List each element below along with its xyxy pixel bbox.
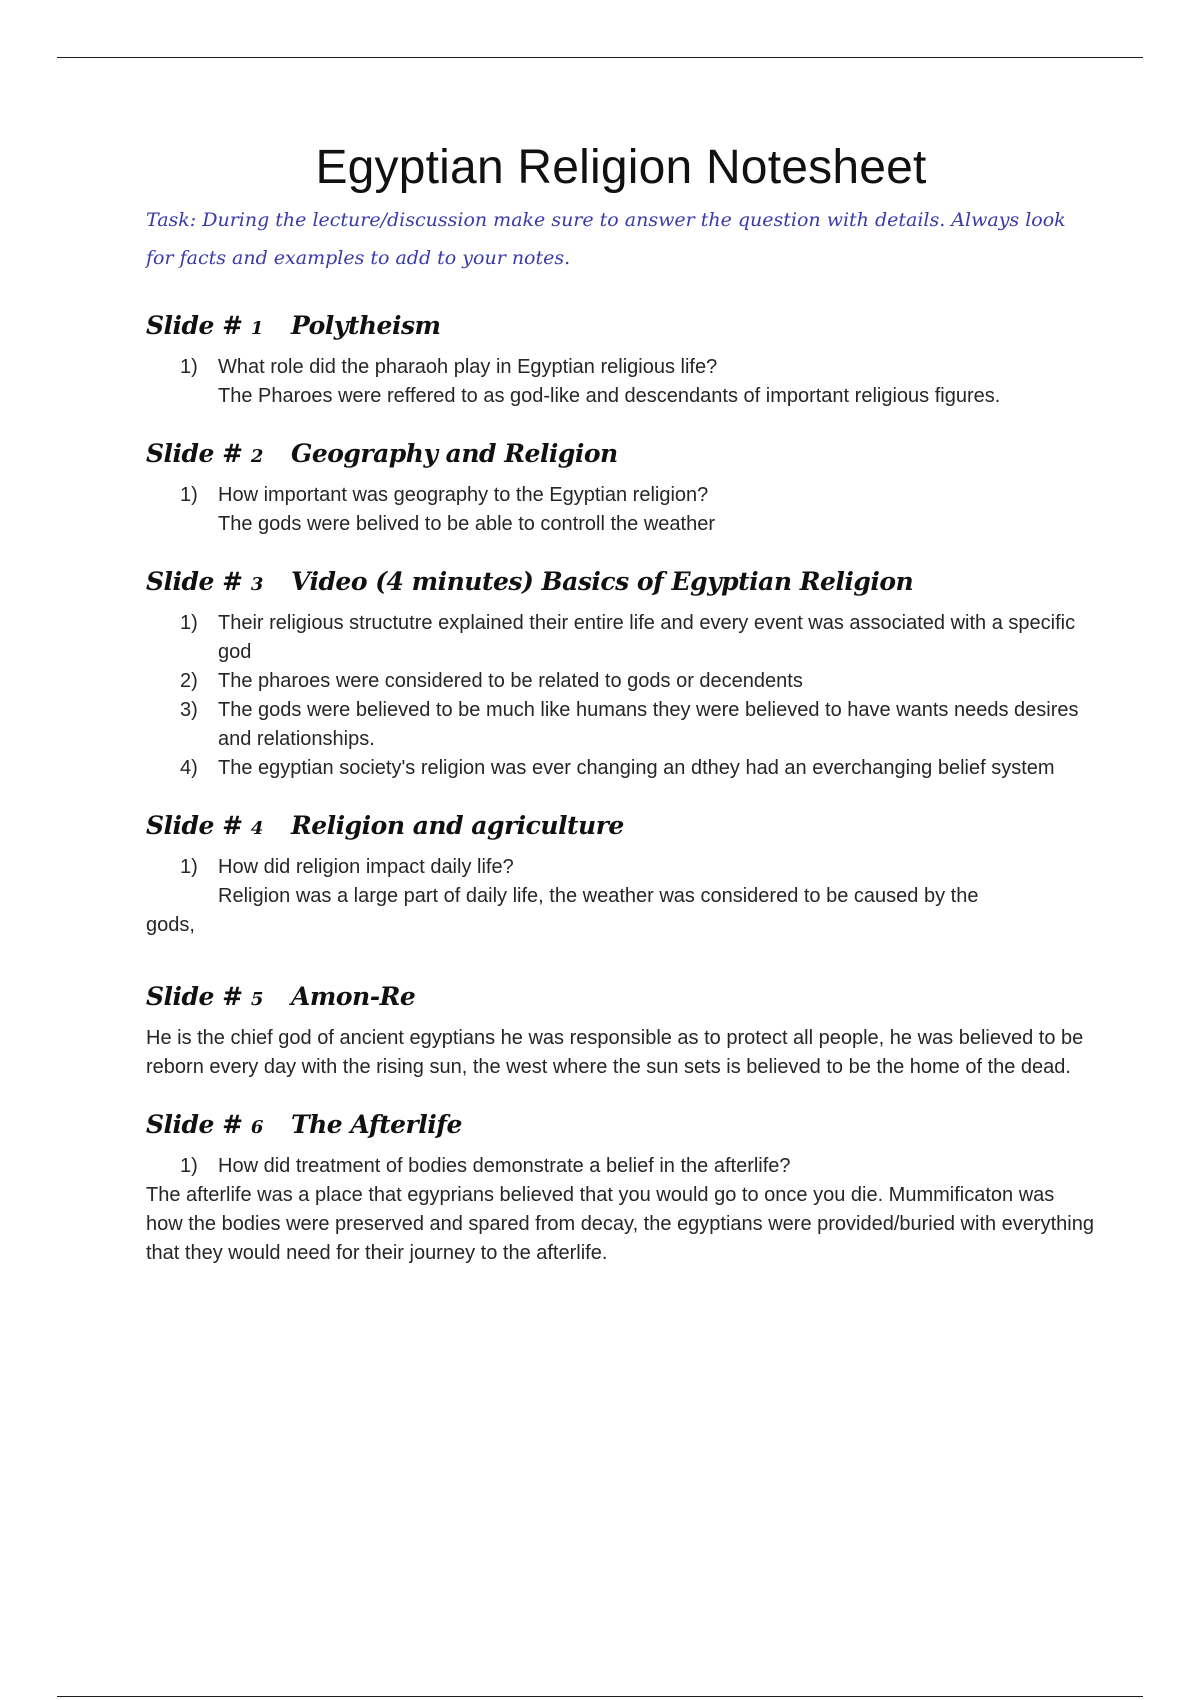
slide-section-2 <box>146 439 1096 539</box>
slide-number: 5 <box>250 989 263 1011</box>
slide-number: 1 <box>250 318 263 340</box>
slide-section-5 <box>146 982 1096 1082</box>
slide-number: 4 <box>250 818 263 840</box>
slide-section-4 <box>146 811 1096 940</box>
item-number: 1) <box>180 356 198 379</box>
slide-number: 3 <box>250 574 263 596</box>
item-text: The gods were believed to be much like humans they were believed to have wants needs desires and relationships. <box>218 699 1079 751</box>
item-number: 3) <box>180 699 198 722</box>
item-number: 1) <box>180 1155 198 1178</box>
list-item <box>146 481 1096 510</box>
answer-text-continued: gods, <box>146 914 195 937</box>
slide-topic: The Afterlife <box>291 1110 462 1140</box>
item-text: How did religion impact daily life? <box>218 856 514 879</box>
slide-label: Slide # <box>146 567 243 597</box>
slide-topic: Geography and Religion <box>291 439 618 469</box>
item-text: How important was geography to the Egyptian religion? <box>218 484 709 507</box>
list-item <box>146 754 1096 783</box>
question-list <box>146 1152 1096 1181</box>
slide-label: Slide # <box>146 1110 243 1140</box>
slide-number: 6 <box>250 1117 263 1139</box>
question-list <box>146 853 1096 882</box>
item-text: The egyptian society's religion was ever changing an dthey had an everchanging belief system <box>218 757 1055 780</box>
slide-topic: Religion and agriculture <box>291 811 624 841</box>
list-item <box>146 353 1096 382</box>
question-list <box>146 353 1096 382</box>
item-text: Their religious structutre explained their entire life and every event was associated with a specific god <box>218 612 1076 664</box>
slide-topic: Amon-Re <box>291 982 416 1012</box>
item-number: 1) <box>180 484 198 507</box>
notesheet-content <box>146 140 1096 1268</box>
slide-topic: Video (4 minutes) Basics of Egyptian Religion <box>291 567 914 597</box>
list-item <box>146 853 1096 882</box>
item-text: What role did the pharaoh play in Egyptian religious life? <box>218 356 718 379</box>
item-number: 2) <box>180 670 198 693</box>
item-text: The pharoes were considered to be related to gods or decendents <box>218 670 803 693</box>
answer-text: The gods were belived to be able to controll the weather <box>218 513 715 536</box>
slide-label: Slide # <box>146 811 243 841</box>
slide-section-3 <box>146 567 1096 783</box>
slide-heading <box>146 311 1096 351</box>
list-item <box>146 609 1096 667</box>
task-instructions: Task: During the lecture/discussion make sure to answer the question with details. Always look for facts and examples to add to your notes. <box>146 209 1066 270</box>
slide-section-1 <box>146 311 1096 411</box>
slide-heading <box>146 811 1096 851</box>
answer-text: The Pharoes were reffered to as god-like and descendants of important religious figures. <box>218 385 1001 408</box>
page-title: Egyptian Religion Notesheet <box>315 141 927 194</box>
list-item <box>146 696 1096 754</box>
item-text: How did treatment of bodies demonstrate a belief in the afterlife? <box>218 1155 791 1178</box>
slide-number: 2 <box>250 446 263 468</box>
paragraph-text: He is the chief god of ancient egyptians he was responsible as to protect all people, he was believed to be reborn every day with the rising sun, the west where the sun sets is believed to be the home of the dead. <box>146 1027 1084 1079</box>
slide-heading <box>146 1110 1096 1150</box>
slide-label: Slide # <box>146 982 243 1012</box>
paragraph-text: The afterlife was a place that egyprians believed that you would go to once you die. Mummificaton was how the bodies were preserved and spared from decay, the egyptians were provided/buried with everything that they would need for their journey to the afterlife. <box>146 1184 1094 1265</box>
slide-heading <box>146 439 1096 479</box>
notes-list <box>146 609 1096 783</box>
answer-text: Religion was a large part of daily life, the weather was considered to be caused by the <box>218 885 979 908</box>
slide-label: Slide # <box>146 439 243 469</box>
slide-heading <box>146 567 1096 607</box>
list-item <box>146 667 1096 696</box>
slide-topic: Polytheism <box>291 311 441 341</box>
item-number: 1) <box>180 612 198 635</box>
list-item <box>146 1152 1096 1181</box>
top-rule <box>57 57 1143 58</box>
slide-section-6 <box>146 1110 1096 1268</box>
slide-heading <box>146 982 1096 1022</box>
bottom-rule <box>57 1696 1143 1697</box>
question-list <box>146 481 1096 510</box>
item-number: 1) <box>180 856 198 879</box>
item-number: 4) <box>180 757 198 780</box>
slide-label: Slide # <box>146 311 243 341</box>
